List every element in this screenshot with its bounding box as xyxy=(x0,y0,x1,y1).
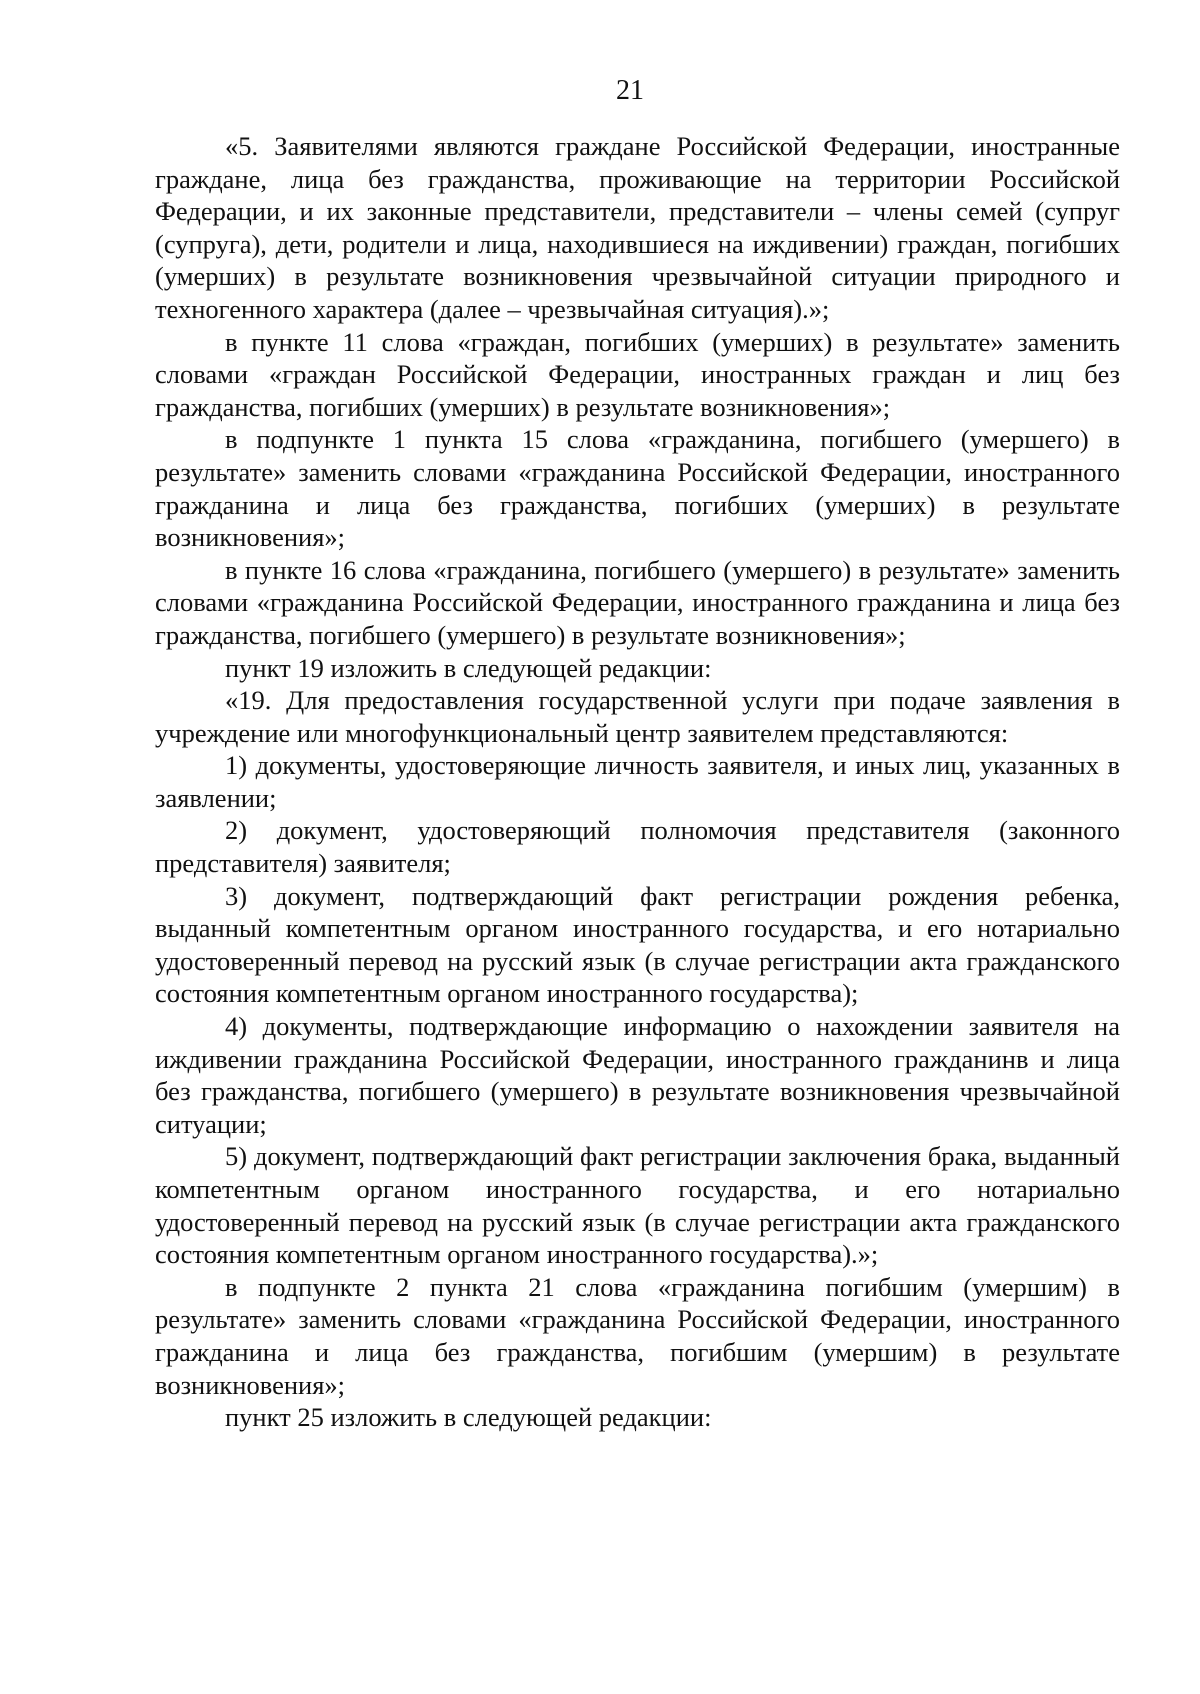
paragraph: в подпункте 1 пункта 15 слова «гражданина, погибшего (умершего) в результате» заменить словами «гражданина Российской Федерации, иностранного гражданина и лица без гражданства, погибших (умерших) в результате возникновения»; xyxy=(155,424,1120,553)
paragraph: 1) документы, удостоверяющие личность заявителя, и иных лиц, указанных в заявлении; xyxy=(155,750,1120,813)
paragraph: 5) документ, подтверждающий факт регистрации заключения брака, выданный компетентным органом иностранного государства, и его нотариально удостоверенный перевод на русский язык (в случае регистрации акта гражданского состояния компетентным органом иностранного государства).»; xyxy=(155,1141,1120,1270)
page-number: 21 xyxy=(616,75,644,106)
paragraph: в подпункте 2 пункта 21 слова «гражданина погибшим (умершим) в результате» заменить словами «гражданина Российской Федерации, иностранного гражданина и лица без гражданства, погибшим (умершим) в результате возникновения»; xyxy=(155,1271,1120,1400)
paragraph: в пункте 11 слова «граждан, погибших (умерших) в результате» заменить словами «граждан Российской Федерации, иностранных граждан и лиц без гражданства, погибших (умерших) в результате возникновения»; xyxy=(155,326,1120,422)
paragraph: в пункте 16 слова «гражданина, погибшего (умершего) в результате» заменить словами «гражданина Российской Федерации, иностранного гражданина и лица без гражданства, погибшего (умершего) в результате возникновения»; xyxy=(155,554,1120,650)
paragraph: 3) документ, подтверждающий факт регистрации рождения ребенка, выданный компетентным органом иностранного государства, и его нотариально удостоверенный перевод на русский язык (в случае регистрации акта гражданского состояния компетентным органом иностранного государства); xyxy=(155,880,1120,1009)
paragraph: пункт 25 изложить в следующей редакции: xyxy=(225,1402,712,1433)
paragraph: 4) документы, подтверждающие информацию о нахождении заявителя на иждивении гражданина Российской Федерации, иностранного гражданинв и лица без гражданства, погибшего (умершего) в результате возникновения чрезвычайной ситуации; xyxy=(155,1011,1120,1139)
paragraph: «5. Заявителями являются граждане Российской Федерации, иностранные граждане, лица без гражданства, проживающие на территории Российской Федерации, и их законные представители, представители – члены семей (супруг (супруга), дети, родители и лица, находившиеся на иждивении) граждан, погибших (умерших) в результате возникновения чрезвычайной ситуации природного и техногенного характера (далее – чрезвычайная ситуация).»; xyxy=(155,131,1120,324)
paragraph: 2) документ, удостоверяющий полномочия представителя (законного представителя) заявителя; xyxy=(155,815,1120,879)
paragraph: пункт 19 изложить в следующей редакции: xyxy=(225,652,712,683)
document-body xyxy=(155,130,1120,1434)
paragraph: «19. Для предоставления государственной услуги при подаче заявления в учреждение или многофункциональный центр заявителем представляются: xyxy=(155,685,1120,748)
